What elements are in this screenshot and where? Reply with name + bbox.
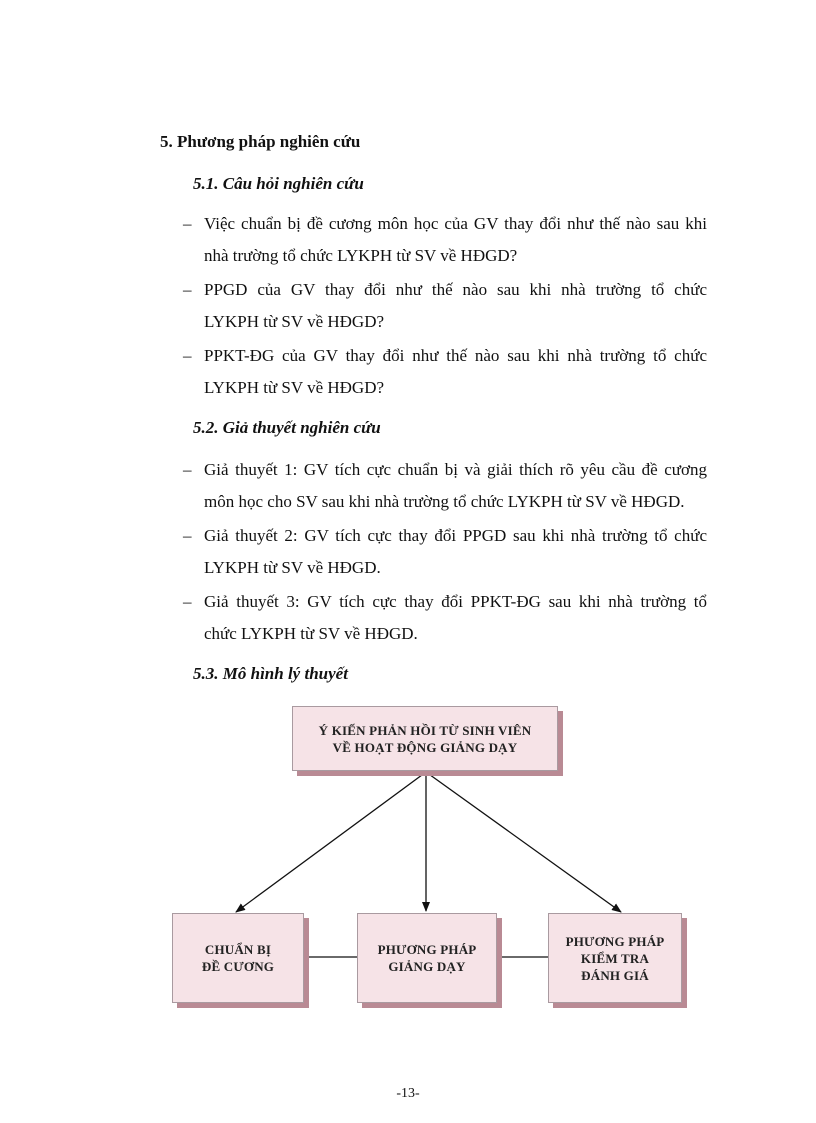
box-line: PHƯƠNG PHÁP bbox=[565, 933, 665, 949]
page-number: -13- bbox=[396, 1086, 420, 1101]
list-item-line: Giả thuyết 1: GV tích cực chuẩn bị và giải thích rõ yêu cầu đề cương bbox=[204, 460, 707, 479]
box-line: KIỂM TRA bbox=[580, 950, 650, 966]
section-title: 5. Phương pháp nghiên cứu bbox=[160, 132, 361, 151]
bullet-dash: – bbox=[183, 346, 192, 365]
box-line: Ý KIẾN PHẢN HỒI TỪ SINH VIÊN bbox=[318, 722, 532, 738]
box-line: PHƯƠNG PHÁP bbox=[377, 942, 477, 957]
bullet-dash: – bbox=[183, 526, 192, 545]
list-item-line: PPGD của GV thay đổi như thế nào sau khi nhà trường tổ chức bbox=[204, 280, 707, 299]
list-item-line: Giả thuyết 3: GV tích cực thay đổi PPKT-ĐG sau khi nhà trường tổ bbox=[204, 592, 707, 611]
box-line: ĐỀ CƯƠNG bbox=[201, 959, 275, 974]
list-item-line: PPKT-ĐG của GV thay đổi như thế nào sau khi nhà trường tổ chức bbox=[204, 346, 707, 365]
list-item-line: Việc chuẩn bị đề cương môn học của GV thay đổi như thế nào sau khi bbox=[204, 214, 707, 233]
bullet-dash: – bbox=[183, 460, 192, 479]
list-item-line: LYKPH từ SV về HĐGD? bbox=[204, 378, 385, 397]
bullet-dash: – bbox=[183, 280, 192, 299]
diagram-box-student-feedback bbox=[292, 706, 558, 771]
list-item-line: LYKPH từ SV về HĐGD? bbox=[204, 312, 385, 331]
subsection-title-5-2: 5.2. Giả thuyết nghiên cứu bbox=[193, 418, 381, 437]
list-item-line: môn học cho SV sau khi nhà trường tổ chức LYKPH từ SV về HĐGD. bbox=[204, 492, 685, 511]
bullet-dash: – bbox=[183, 592, 192, 611]
list-item-line: Giả thuyết 2: GV tích cực thay đổi PPGD sau khi nhà trường tổ chức bbox=[204, 526, 707, 545]
box-line: GIẢNG DẠY bbox=[388, 959, 466, 974]
bullet-dash: – bbox=[183, 214, 192, 233]
box-line: ĐÁNH GIÁ bbox=[581, 967, 649, 983]
subsection-title-5-1: 5.1. Câu hỏi nghiên cứu bbox=[193, 174, 364, 193]
subsection-title-5-3: 5.3. Mô hình lý thuyết bbox=[193, 664, 348, 683]
list-item-line: LYKPH từ SV về HĐGD. bbox=[204, 558, 381, 577]
arrow-to-right-box bbox=[426, 772, 621, 912]
box-line: VỀ HOẠT ĐỘNG GIẢNG DẠY bbox=[332, 739, 518, 755]
diagram-box-assessment-method bbox=[548, 913, 682, 1003]
diagram-box-teaching-method bbox=[357, 913, 497, 1003]
box-line: CHUẨN BỊ bbox=[204, 942, 272, 957]
list-item-line: nhà trường tổ chức LYKPH từ SV về HĐGD? bbox=[204, 246, 518, 265]
arrow-to-left-box bbox=[236, 772, 426, 912]
diagram-box-course-outline bbox=[172, 913, 304, 1003]
list-item-line: chức LYKPH từ SV về HĐGD. bbox=[204, 624, 418, 643]
